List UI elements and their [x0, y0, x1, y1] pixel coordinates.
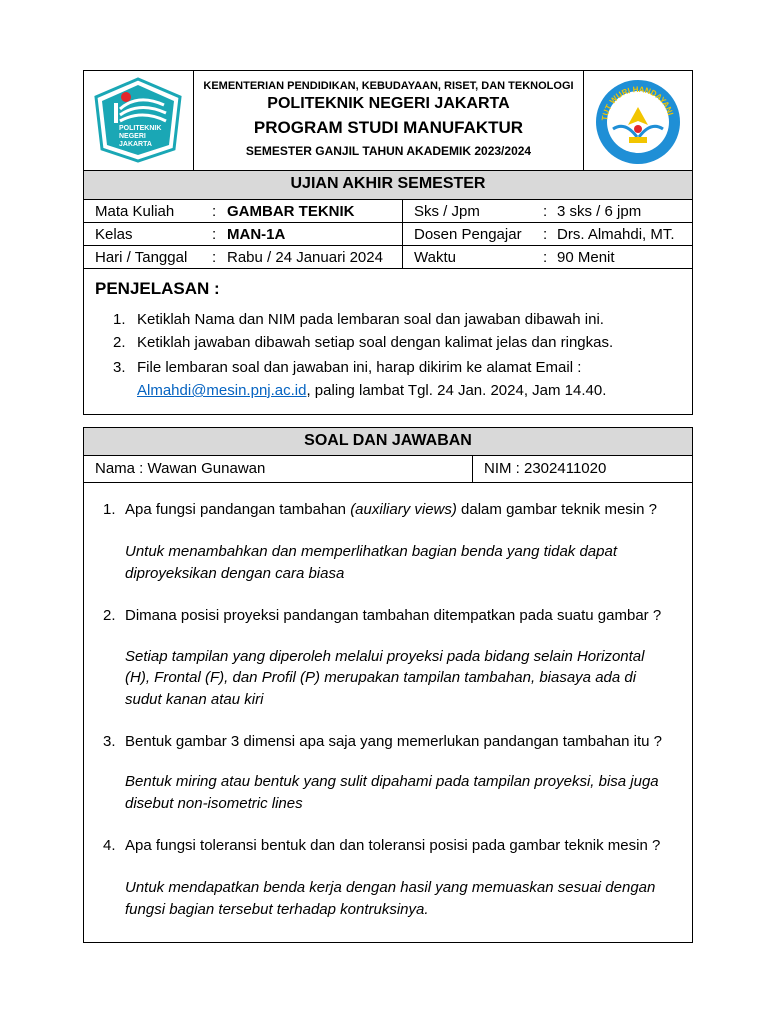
info-row-line-2	[83, 245, 693, 246]
question-number-4: 4.	[103, 837, 116, 854]
credits-value: 3 sks / 6 jpm	[557, 203, 642, 220]
class-label: Kelas	[95, 226, 133, 243]
question-1-text: Apa fungsi pandangan tambahan	[125, 501, 351, 518]
info-col-divider	[402, 199, 403, 268]
pnj-logo-line2: NEGERI	[119, 133, 146, 140]
credits-label: Sks / Jpm	[414, 203, 480, 220]
question-4: Apa fungsi toleransi bentuk dan dan toleransi posisi pada gambar teknik mesin ?	[125, 837, 661, 854]
program-name: PROGRAM STUDI MANUFAKTUR	[253, 118, 524, 137]
instruction-number-2: 2.	[113, 334, 126, 351]
email-deadline: , paling lambat Tgl. 24 Jan. 2024, Jam 14.40.	[306, 382, 607, 399]
exam-title: UJIAN AKHIR SEMESTER	[290, 175, 486, 192]
instruction-item-2: Ketiklah jawaban dibawah setiap soal dengan kalimat jelas dan ringkas.	[137, 334, 614, 351]
duration-label: Waktu	[414, 249, 456, 266]
course-value: GAMBAR TEKNIK	[227, 203, 355, 220]
question-number-2: 2.	[103, 607, 116, 624]
lecturer-value: Drs. Almahdi, MT.	[557, 226, 675, 243]
answer-3-line-2: disebut non-isometric lines	[125, 795, 303, 812]
email-link[interactable]: Almahdi@mesin.pnj.ac.id	[137, 382, 307, 399]
credits-sep: :	[543, 203, 548, 220]
class-value: MAN-1A	[227, 226, 286, 243]
qa-title-bottom-line	[83, 455, 693, 456]
student-name: Nama : Wawan Gunawan	[95, 460, 266, 477]
lecturer-label: Dosen Pengajar	[414, 226, 522, 243]
exam-title-bottom-line	[83, 199, 693, 200]
instruction-number-1: 1.	[113, 311, 126, 328]
question-3: Bentuk gambar 3 dimensi apa saja yang memerlukan pandangan tambahan itu ?	[125, 733, 663, 750]
qa-name-divider	[472, 455, 473, 482]
svg-text:TUT WURI HANDAYANI: TUT WURI HANDAYANI	[600, 84, 675, 122]
student-nim: NIM : 2302411020	[484, 460, 607, 477]
lecturer-sep: :	[543, 226, 548, 243]
header-divider-right	[583, 70, 584, 170]
answer-3-line-1: Bentuk miring atau bentuk yang sulit dipahami pada tampilan proyeksi, bisa juga	[125, 773, 659, 790]
instruction-email-line	[137, 382, 606, 399]
question-number-1: 1.	[103, 501, 116, 518]
answer-4-line-1: Untuk mendapatkan benda kerja dengan hasil yang memuaskan sesuai dengan	[125, 879, 656, 896]
answer-2-line-3: sudut kanan atau kiri	[125, 691, 264, 708]
duration-value: 90 Menit	[557, 249, 615, 266]
date-value: Rabu / 24 Januari 2024	[227, 249, 383, 266]
info-row-line-1	[83, 222, 693, 223]
ministry-name: KEMENTERIAN PENDIDIKAN, KEBUDAYAAN, RISET, DAN TEKNOLOGI	[203, 80, 574, 92]
pnj-logo-line3: JAKARTA	[119, 141, 152, 148]
question-1-italic-term: (auxiliary views)	[350, 501, 457, 518]
duration-sep: :	[543, 249, 548, 266]
tut-wuri-handayani-logo	[593, 77, 683, 165]
qa-name-bottom-line	[83, 482, 693, 483]
answer-1-line-2: diproyeksikan dengan cara biasa	[125, 565, 345, 582]
instruction-number-3: 3.	[113, 359, 126, 376]
answer-4-line-2: fungsi bagian tersebut terhadap kontruksinya.	[125, 901, 429, 918]
question-1-text-end: dalam gambar teknik mesin ?	[456, 501, 657, 518]
pnj-logo-line1: POLITEKNIK	[119, 125, 162, 132]
date-sep: :	[212, 249, 217, 266]
question-1	[125, 501, 657, 518]
qa-title: SOAL DAN JAWABAN	[304, 432, 472, 449]
course-label: Mata Kuliah	[95, 203, 175, 220]
question-number-3: 3.	[103, 733, 116, 750]
date-label: Hari / Tanggal	[95, 249, 188, 266]
answer-1-line-1: Untuk menambahkan dan memperlihatkan bagian benda yang tidak dapat	[125, 543, 617, 560]
instruction-item-3: File lembaran soal dan jawaban ini, harap dikirim ke alamat Email :	[137, 359, 582, 376]
answer-2-line-2: (H), Frontal (F), dan Profil (P) merupakan tampilan tambahan, biasaya ada di	[125, 669, 637, 686]
answer-2-line-1: Setiap tampilan yang diperoleh melalui proyeksi pada bidang selain Horizontal	[125, 648, 645, 665]
instruction-item-1: Ketiklah Nama dan NIM pada lembaran soal dan jawaban dibawah ini.	[137, 311, 604, 328]
course-sep: :	[212, 203, 217, 220]
institution-name: POLITEKNIK NEGERI JAKARTA	[267, 95, 510, 112]
instructions-title: PENJELASAN :	[95, 279, 220, 298]
semester-label: SEMESTER GANJIL TAHUN AKADEMIK 2023/2024	[245, 144, 532, 158]
info-row-line-3	[83, 268, 693, 269]
question-2: Dimana posisi proyeksi pandangan tambahan ditempatkan pada suatu gambar ?	[125, 607, 662, 624]
pnj-logo	[90, 75, 186, 163]
class-sep: :	[212, 226, 217, 243]
